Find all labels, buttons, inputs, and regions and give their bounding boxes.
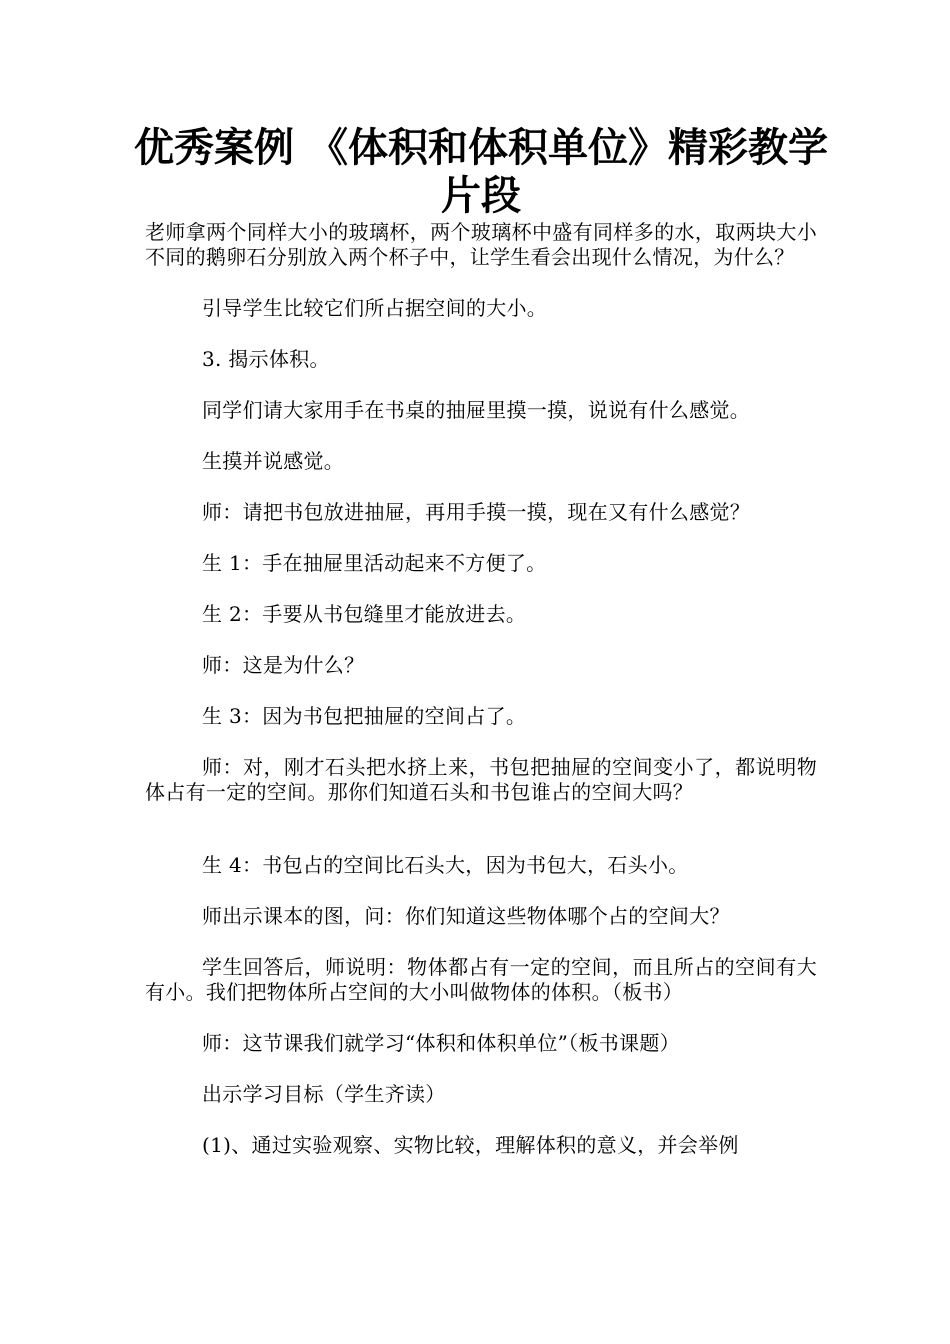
paragraph: 引导学生比较它们所占据空间的大小。 [202, 296, 548, 320]
paragraph: 学生回答后，师说明：物体都占有一定的空间，而且所占的空间有大有小。我们把物体所占空间的大小叫做物体的体积。（板书） [145, 955, 817, 1004]
paragraph: 3. 揭示体积。 [202, 347, 330, 371]
paragraph: 出示学习目标（学生齐读） [202, 1082, 446, 1106]
paragraph: 生 3：因为书包把抽屉的空间占了。 [202, 704, 527, 728]
document-title: 优秀案例 《体积和体积单位》精彩教学片段 [134, 124, 828, 219]
paragraph: 师：这节课我们就学习“体积和体积单位”（板书课题） [202, 1031, 680, 1055]
paragraph: 师：对，刚才石头把水挤上来，书包把抽屉的空间变小了，都说明物体占有一定的空间。那你们知道石头和书包谁占的空间大吗？ [145, 755, 817, 804]
paragraph: 师出示课本的图，问：你们知道这些物体哪个占的空间大？ [202, 904, 730, 928]
paragraph: 生摸并说感觉。 [202, 449, 345, 473]
paragraph: 生 4：书包占的空间比石头大，因为书包大，石头小。 [202, 853, 689, 877]
document-page [134, 124, 828, 1158]
paragraph: 同学们请大家用手在书桌的抽屉里摸一摸，说说有什么感觉。 [202, 398, 751, 422]
paragraph: (1)、通过实验观察、实物比较，理解体积的意义，并会举例 [202, 1133, 739, 1157]
paragraph: 师：请把书包放进抽屉，再用手摸一摸，现在又有什么感觉？ [202, 500, 751, 524]
paragraph: 生 1：手在抽屉里活动起来不方便了。 [202, 551, 547, 575]
paragraph: 生 2：手要从书包缝里才能放进去。 [202, 602, 527, 626]
paragraph: 师：这是为什么？ [202, 653, 365, 677]
paragraph: 老师拿两个同样大小的玻璃杯，两个玻璃杯中盛有同样多的水，取两块大小不同的鹅卵石分别放入两个杯子中，让学生看会出现什么情况，为什么？ [145, 220, 817, 269]
